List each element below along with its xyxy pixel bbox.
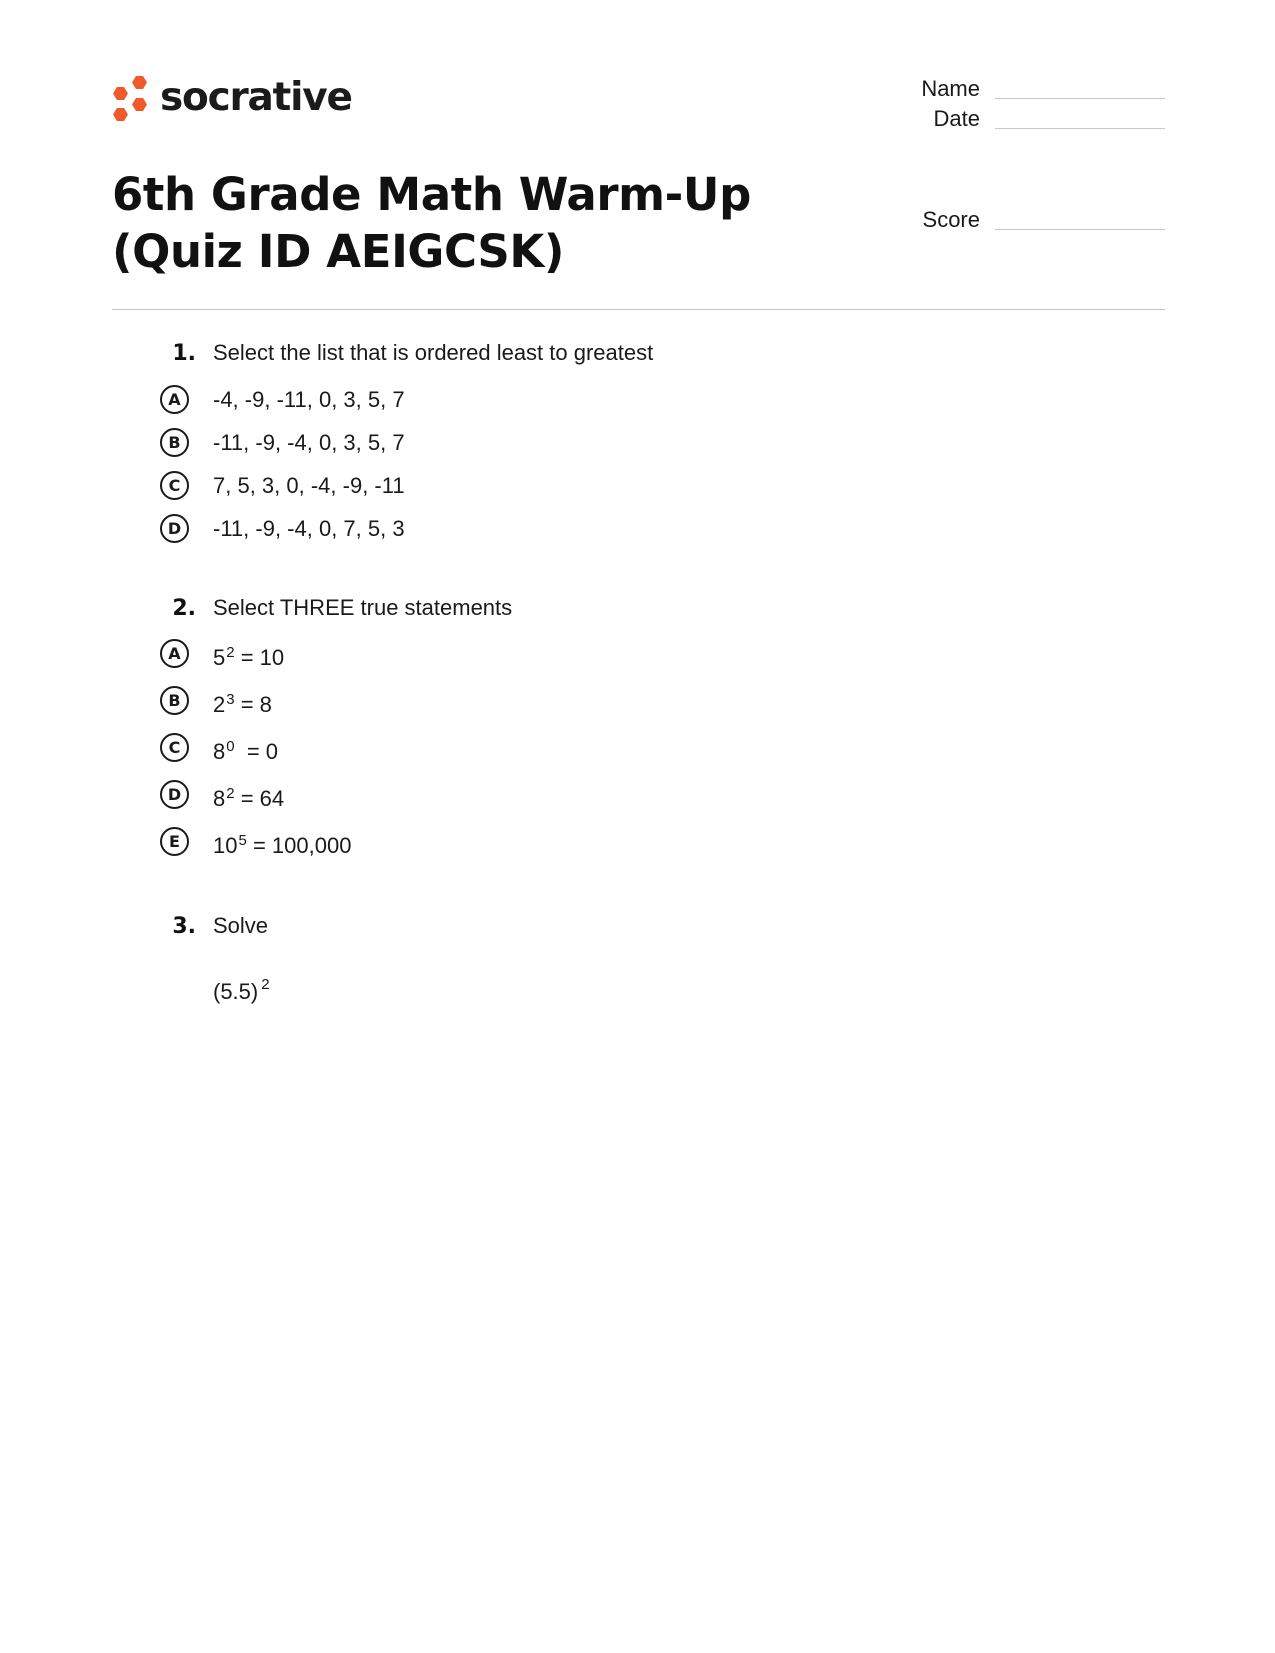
option-letter-badge[interactable]: D — [160, 780, 189, 809]
question-1 — [160, 340, 1060, 546]
equation-rest: = 64 — [234, 785, 285, 811]
option-text: -11, -9, -4, 0, 3, 5, 7 — [213, 429, 405, 455]
score-field — [880, 207, 1165, 233]
question-3 — [160, 913, 1060, 1005]
score-line[interactable] — [995, 229, 1165, 230]
exponent: 0 — [226, 737, 235, 755]
option-text: 7, 5, 3, 0, -4, -9, -11 — [213, 472, 405, 498]
option-c[interactable] — [160, 467, 1060, 503]
option-letter-badge[interactable]: B — [160, 428, 189, 457]
equation-rest: = 10 — [234, 644, 285, 670]
name-field — [880, 76, 1165, 102]
question-prompt: Solve — [213, 913, 269, 938]
brand-name: socrative — [160, 75, 352, 120]
date-label: Date — [933, 106, 980, 131]
option-d[interactable] — [160, 779, 1060, 817]
base: 8 — [213, 738, 226, 764]
option-text — [213, 829, 351, 862]
base: 5 — [213, 644, 226, 670]
option-c[interactable] — [160, 732, 1060, 770]
option-letter-badge[interactable]: D — [160, 514, 189, 543]
equation-rest: = 8 — [234, 691, 272, 717]
option-text — [213, 641, 284, 674]
question-prompt: Select the list that is ordered least to greatest — [213, 340, 654, 365]
name-line[interactable] — [995, 98, 1165, 99]
header-divider — [112, 309, 1165, 310]
option-a[interactable] — [160, 638, 1060, 676]
option-letter-badge[interactable]: A — [160, 639, 189, 668]
option-d[interactable] — [160, 510, 1060, 546]
expression-exponent: 2 — [261, 976, 270, 993]
base: 10 — [213, 832, 238, 858]
option-letter-badge[interactable]: A — [160, 385, 189, 414]
option-letter-badge[interactable]: E — [160, 827, 189, 856]
date-field — [880, 106, 1165, 132]
question-2 — [160, 595, 1060, 864]
option-letter-badge[interactable]: B — [160, 686, 189, 715]
name-label: Name — [921, 76, 980, 101]
hexagon-cluster-icon — [112, 74, 148, 122]
question-number: 3. — [172, 914, 196, 939]
solve-expression — [213, 976, 1060, 1005]
base: 8 — [213, 785, 226, 811]
exponent: 3 — [226, 690, 235, 708]
question-number: 2. — [172, 596, 196, 621]
exponent: 2 — [226, 784, 235, 802]
option-letter-badge[interactable]: C — [160, 471, 189, 500]
page-title: 6th Grade Math Warm-Up (Quiz ID AEIGCSK) — [112, 168, 751, 278]
option-text: -4, -9, -11, 0, 3, 5, 7 — [213, 386, 405, 412]
equation-rest: = 0 — [234, 738, 279, 764]
option-e[interactable] — [160, 826, 1060, 864]
option-text: -11, -9, -4, 0, 7, 5, 3 — [213, 515, 405, 541]
option-a[interactable] — [160, 381, 1060, 417]
option-text — [213, 782, 284, 815]
expression-base: (5.5) — [213, 979, 259, 1004]
option-text — [213, 688, 272, 721]
base: 2 — [213, 691, 226, 717]
date-line[interactable] — [995, 128, 1165, 129]
option-letter-badge[interactable]: C — [160, 733, 189, 762]
option-b[interactable] — [160, 685, 1060, 723]
score-label: Score — [922, 207, 980, 232]
option-b[interactable] — [160, 424, 1060, 460]
socrative-logo — [112, 74, 352, 122]
equation-rest: = 100,000 — [246, 832, 352, 858]
question-prompt: Select THREE true statements — [213, 595, 513, 620]
exponent: 2 — [226, 643, 235, 661]
exponent: 5 — [238, 831, 247, 849]
question-number: 1. — [172, 341, 196, 366]
option-text — [213, 735, 278, 768]
